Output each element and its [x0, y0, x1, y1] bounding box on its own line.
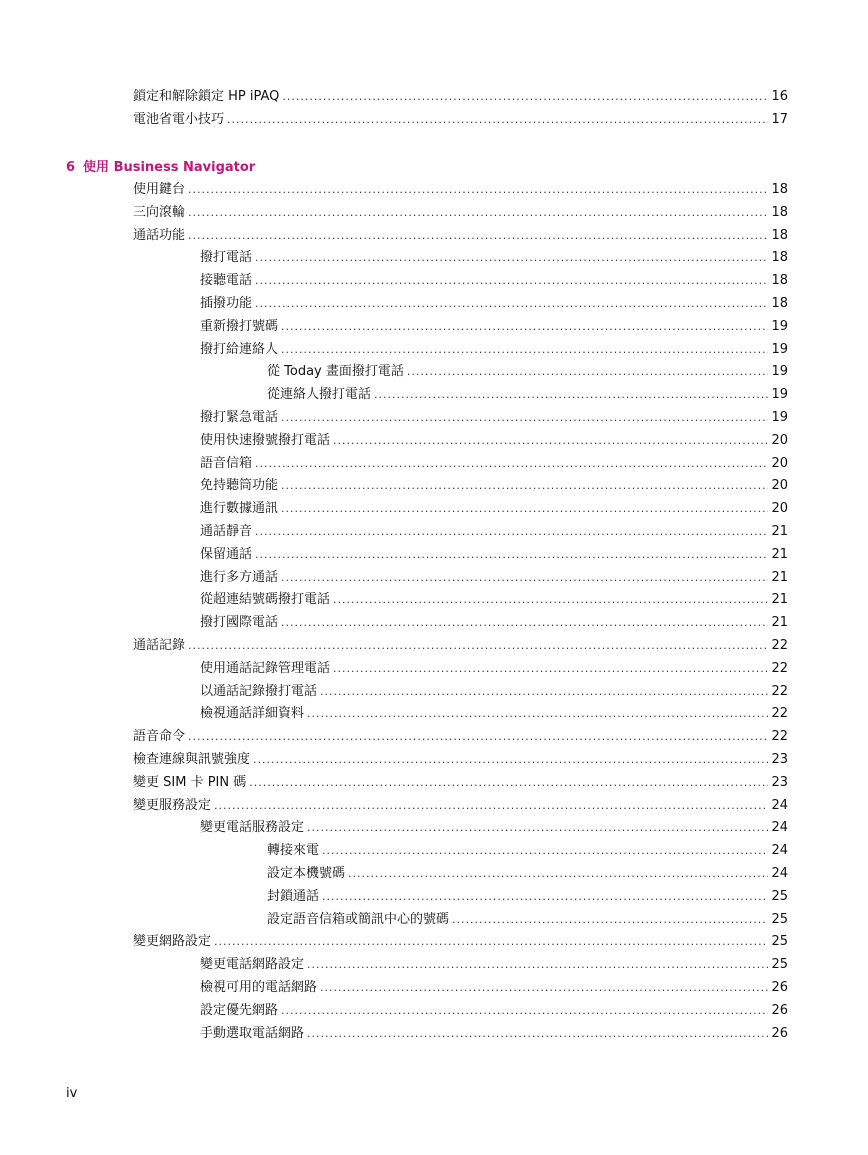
toc-entry-title: 進行數據通訊: [200, 501, 279, 517]
dot-leader: [281, 340, 768, 360]
page-number-footer: iv: [66, 1086, 78, 1101]
toc-entry-page: 20: [771, 501, 788, 517]
toc-entry-page: 16: [771, 89, 788, 104]
toc-entry-page: 21: [771, 569, 788, 585]
toc-entry[interactable]: [200, 431, 788, 451]
dot-leader: [188, 636, 768, 656]
dot-leader: [281, 408, 768, 428]
toc-entry-title: 重新撥打號碼: [200, 318, 279, 334]
toc-entry-page: 18: [771, 204, 788, 220]
toc-entry[interactable]: [133, 636, 788, 656]
toc-entry[interactable]: [200, 818, 788, 838]
toc-entry-page: 21: [771, 524, 788, 539]
dot-leader: [333, 431, 768, 451]
toc-entry[interactable]: [200, 1001, 788, 1021]
toc-entry-title: 三向滾輪: [133, 204, 186, 220]
toc-entry[interactable]: [200, 704, 788, 724]
toc-entry-title: 撥打給連絡人: [200, 341, 279, 357]
toc-entry-title: 檢查連線與訊號強度: [133, 752, 251, 767]
toc-entry-page: 24: [771, 866, 788, 881]
toc-entry-title: 插撥功能: [200, 296, 253, 311]
toc-entry[interactable]: [267, 385, 788, 405]
toc-entry-title: 通話靜音: [200, 524, 253, 539]
dot-leader: [188, 226, 768, 246]
toc-entry-page: 18: [771, 250, 788, 266]
toc-entry-title: 變更電話網路設定: [200, 957, 305, 973]
dot-leader: [255, 248, 768, 268]
toc-entry-title: 進行多方通話: [200, 569, 279, 585]
dot-leader: [214, 932, 768, 952]
dot-leader: [255, 454, 768, 474]
toc-entry-page: 26: [771, 1002, 788, 1018]
dot-leader: [322, 887, 768, 907]
toc-entry[interactable]: [200, 568, 788, 588]
toc-entry[interactable]: [200, 522, 788, 542]
dot-leader: [281, 499, 768, 519]
dot-leader: [281, 476, 768, 496]
toc-entry-title: 檢視通話詳細資料: [200, 706, 305, 722]
dot-leader: [281, 1001, 768, 1021]
toc-entry-title: 免持聽筒功能: [200, 478, 279, 494]
dot-leader: [407, 362, 769, 382]
toc-entry-page: 19: [771, 341, 788, 357]
toc-entry-title: 接聽電話: [200, 273, 253, 289]
toc-entry-page: 17: [771, 112, 788, 127]
toc-entry[interactable]: [133, 110, 788, 130]
toc-entry-title: 撥打電話: [200, 250, 253, 266]
toc-entry[interactable]: [200, 408, 788, 428]
toc-entry-page: 25: [771, 911, 788, 927]
toc-entry-title: 設定語音信箱或簡訊中心的號碼: [267, 911, 450, 927]
toc-entry-page: 26: [771, 1025, 788, 1041]
toc-entry-page: 21: [771, 546, 788, 562]
dot-leader: [281, 317, 768, 337]
dot-leader: [253, 750, 768, 770]
toc-entry-page: 18: [771, 273, 788, 289]
toc-entry-title: 設定本機號碼: [267, 866, 346, 881]
toc-entry[interactable]: [200, 659, 788, 679]
toc-entry-title: 變更 SIM 卡 PIN 碼: [133, 774, 247, 790]
toc-entry-page: 21: [771, 592, 788, 608]
toc-entry-title: 封鎖通話: [267, 888, 320, 904]
toc-entry-page: 23: [771, 752, 788, 767]
toc-entry[interactable]: [200, 955, 788, 975]
dot-leader: [452, 910, 768, 930]
toc-entry-title: 變更服務設定: [133, 797, 212, 813]
toc-entry[interactable]: [133, 727, 788, 747]
toc-entry[interactable]: [200, 294, 788, 314]
toc-entry-title: 通話功能: [133, 227, 186, 243]
toc-entry[interactable]: [200, 545, 788, 565]
toc-entry[interactable]: [200, 682, 788, 702]
toc-entry-page: 18: [771, 296, 788, 311]
dot-leader: [333, 590, 768, 610]
toc-entry-page: 19: [771, 410, 788, 425]
toc-entry-page: 22: [771, 683, 788, 699]
toc-entry-page: 24: [771, 820, 788, 836]
toc-entry[interactable]: [200, 271, 788, 291]
toc-entry-page: 25: [771, 957, 788, 973]
toc-entry-title: 從連絡人撥打電話: [267, 387, 372, 403]
dot-leader: [307, 955, 768, 975]
toc-entry-title: 撥打國際電話: [200, 615, 279, 631]
toc-entry[interactable]: [133, 87, 788, 107]
dot-leader: [255, 522, 768, 542]
toc-entry[interactable]: [200, 978, 788, 998]
toc-entry[interactable]: [200, 1024, 788, 1044]
dot-leader: [348, 864, 768, 884]
toc-entry-page: 19: [771, 387, 788, 403]
toc-entry-page: 22: [771, 638, 788, 653]
dot-leader: [320, 682, 768, 702]
toc-entry[interactable]: [267, 910, 788, 930]
dot-leader: [255, 545, 768, 565]
toc-entry-page: 22: [771, 706, 788, 722]
toc-entry-title: 電池省電小技巧: [133, 112, 225, 127]
toc-entry[interactable]: [200, 499, 788, 519]
toc-entry[interactable]: [200, 590, 788, 610]
toc-entry-page: 20: [771, 455, 788, 471]
toc-entry-page: 22: [771, 729, 788, 745]
dot-leader: [214, 796, 768, 816]
toc-entry[interactable]: [133, 750, 788, 770]
toc-entry-title: 使用鍵台: [133, 182, 186, 197]
dot-leader: [307, 704, 768, 724]
toc-entry-page: 25: [771, 888, 788, 904]
toc-entry-title: 使用通話記錄管理電話: [200, 660, 331, 676]
toc-entry-title: 設定優先網路: [200, 1002, 279, 1018]
toc-entry-title: 語音信箱: [200, 455, 253, 471]
dot-leader: [322, 841, 768, 861]
toc-entry[interactable]: [133, 932, 788, 952]
toc-entry[interactable]: [200, 613, 788, 633]
dot-leader: [320, 978, 768, 998]
toc-entry[interactable]: [267, 362, 788, 382]
toc-entry-page: 18: [771, 182, 788, 197]
toc-entry-page: 18: [771, 227, 788, 243]
dot-leader: [188, 180, 768, 200]
dot-leader: [188, 727, 768, 747]
toc-entry-title: 保留通話: [200, 546, 253, 562]
toc-entry-page: 24: [771, 797, 788, 813]
toc-entry-page: 20: [771, 478, 788, 494]
toc-entry[interactable]: [267, 841, 788, 861]
toc-entry[interactable]: [133, 180, 788, 200]
toc-entry-page: 19: [771, 318, 788, 334]
dot-leader: [307, 1024, 768, 1044]
toc-entry[interactable]: [133, 203, 788, 223]
toc-entry-title: 通話記錄: [133, 638, 186, 653]
toc-entry-page: 21: [771, 615, 788, 631]
dot-leader: [255, 271, 768, 291]
chapter-title: 使用 Business Navigator: [83, 160, 256, 175]
toc-entry[interactable]: [200, 476, 788, 496]
dot-leader: [227, 110, 768, 130]
toc-entry-title: 變更電話服務設定: [200, 820, 305, 836]
toc-entry-title: 從超連結號碼撥打電話: [200, 592, 331, 608]
dot-leader: [281, 613, 768, 633]
toc-entry[interactable]: [200, 317, 788, 337]
dot-leader: [281, 568, 768, 588]
toc-entry[interactable]: [267, 887, 788, 907]
toc-entry-title: 鎖定和解除鎖定 HP iPAQ: [133, 89, 280, 104]
toc-entry-title: 語音命令: [133, 729, 186, 745]
toc-entry[interactable]: [200, 248, 788, 268]
toc-entry-title: 使用快速撥號撥打電話: [200, 432, 331, 448]
toc-entry-title: 撥打緊急電話: [200, 410, 279, 425]
dot-leader: [374, 385, 768, 405]
dot-leader: [249, 773, 768, 793]
toc-entry[interactable]: [133, 226, 788, 246]
toc-entry-page: 19: [771, 364, 788, 380]
toc-entry-title: 變更網路設定: [133, 934, 212, 950]
toc-entry-page: 22: [771, 660, 788, 676]
toc-entry-title: 從 Today 畫面撥打電話: [267, 364, 404, 380]
toc-entry[interactable]: [267, 864, 788, 884]
toc-entry[interactable]: [200, 340, 788, 360]
dot-leader: [282, 87, 768, 107]
dot-leader: [255, 294, 768, 314]
toc-entry-title: 手動選取電話網路: [200, 1025, 305, 1041]
dot-leader: [307, 818, 768, 838]
toc-entry-title: 以通話記錄撥打電話: [200, 683, 318, 699]
toc-entry-title: 轉接來電: [267, 843, 320, 859]
toc-entry-page: 24: [771, 843, 788, 859]
toc-entry-page: 26: [771, 980, 788, 995]
toc-entry[interactable]: [133, 773, 788, 793]
toc-entry[interactable]: [133, 796, 788, 816]
toc-entry-page: 23: [771, 774, 788, 790]
toc-entry-title: 檢視可用的電話網路: [200, 980, 318, 995]
toc-entry[interactable]: [200, 454, 788, 474]
chapter-number: 6: [66, 160, 76, 175]
toc-entry-page: 20: [771, 432, 788, 448]
toc-entry-page: 25: [771, 934, 788, 950]
dot-leader: [188, 203, 768, 223]
chapter-heading: [66, 158, 255, 178]
dot-leader: [333, 659, 768, 679]
